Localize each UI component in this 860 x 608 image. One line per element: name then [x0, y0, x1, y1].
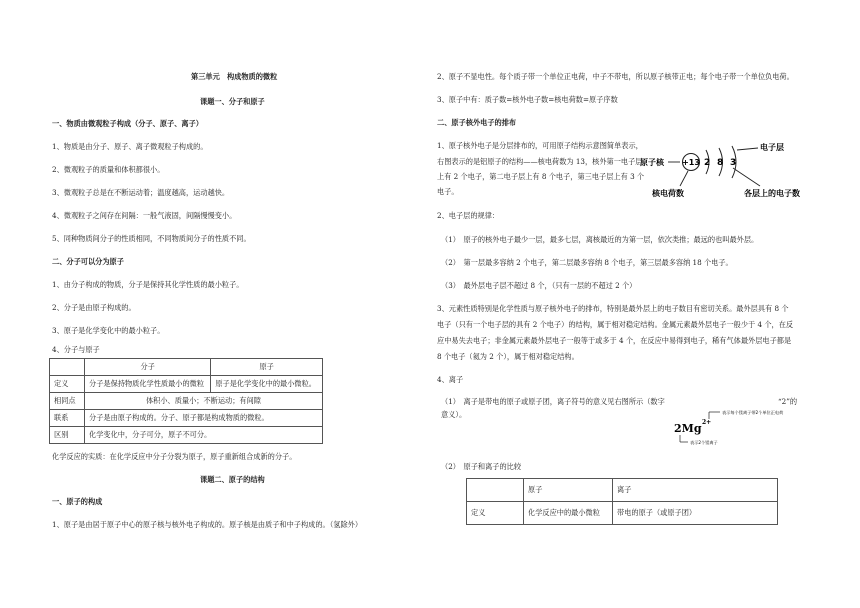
label-nucleus: 原子核 [640, 158, 664, 167]
table-header: 原子 [211, 359, 323, 376]
table-header: 分子 [85, 359, 211, 376]
section3-heading: 一、原子的构成 [52, 497, 103, 506]
table-cell: 分子是保持物质化学性质最小的微粒 [85, 376, 211, 393]
pointer-charge [680, 171, 688, 186]
table-row [467, 502, 778, 525]
label-shell: 电子层 [760, 143, 784, 152]
sec1-item-1: 1、物质是由分子、原子、离子微观粒子构成的。 [52, 142, 208, 151]
para3-line-1: 3、元素性质特别是化学性质与原子核外电子的排布，特别是最外层上的电子数目有密切关系。最外层具有 8 个 [437, 304, 789, 313]
table-cell: 带电的原子（或原子团） [613, 502, 778, 525]
table-header: 离子 [613, 479, 778, 502]
nucleus-charge: +13 [682, 158, 700, 167]
molecule-atom-table [49, 358, 323, 444]
topic1-title: 课题一、分子和原子 [200, 97, 265, 106]
sec2-item-4: 4、分子与原子 [52, 345, 100, 354]
mg-note-bottom: 表示2个镁离子 [690, 440, 718, 445]
section2-heading: 二、分子可以分为原子 [52, 257, 124, 266]
electron-count-2: 8 [717, 158, 724, 168]
table-row [50, 393, 323, 410]
table-header: 原子 [524, 479, 613, 502]
rule-2: （2） 第一层最多容纳 2 个电子，第二层最多容纳 8 个电子，第三层最多容纳 18 个电子。 [441, 258, 733, 267]
sec1-item-2: 2、微观粒子的质量和体积都很小。 [52, 165, 165, 174]
table-row [50, 410, 323, 427]
compare-heading: （2） 原子和离子的比较 [441, 462, 522, 471]
mg-symbol: 2Mg [674, 422, 702, 435]
electron-section-heading: 二、原子核外电子的排布 [437, 118, 517, 127]
table-row [50, 427, 323, 444]
topic2-title: 课题二、原子的结构 [200, 475, 265, 484]
para3-line-4: 8 个电子（氦为 2 个），属于相对稳定结构。 [437, 352, 579, 361]
rules-heading: 2、电子层的规律： [437, 211, 500, 220]
electron-count-3: 3 [730, 158, 737, 168]
sec3-item-1: 1、原子是由居于原子中心的原子核与核外电子构成的。原子核是由质子和中子构成的。（氢除外） [52, 520, 363, 529]
para1-line-3: 上有 2 个电子，第二电子层上有 8 个电子，第三电子层上有 3 个 [437, 172, 645, 181]
table-cell [467, 479, 524, 502]
para3-line-2: 电子（只有一个电子层的具有 2 个电子）的结构，属于相对稳定结构。金属元素最外层电子一般少于 4 个，在反 [437, 320, 794, 329]
sec1-item-4: 4、微观粒子之间存在间隔：一般气液固，间隔慢慢变小。 [52, 211, 237, 220]
ion-item-1-end: 意义）。 [441, 410, 467, 419]
table-cell [50, 359, 85, 376]
mg-note-top: 表示每个镁离子带2个单位正电荷 [722, 410, 784, 415]
table-cell: 原子是化学变化中的最小微粒。 [211, 376, 323, 393]
table-cell: 分子是由原子构成的。分子、原子都是构成物质的微粒。 [85, 410, 323, 427]
para3-line-3: 应中易失去电子；非金属元素最外层电子一般等于或多于 4 个，在反应中易得到电子，稀有气体最外层电子都是 [437, 336, 792, 345]
unit-title: 第三单元 构成物质的微粒 [191, 72, 278, 81]
sec1-item-3: 3、微观粒子总是在不断运动着；温度越高，运动越快。 [52, 188, 230, 197]
pointer-shell [737, 148, 758, 150]
electron-count-1: 2 [704, 158, 711, 168]
ion-item-1-number: “2”的 [778, 397, 798, 406]
right-item-3: 3、原子中有：质子数=核外电子数=核电荷数=原子序数 [437, 95, 618, 104]
table-cell: 定义 [467, 502, 524, 525]
ion-item-1: （1） 离子是带电的原子或原子团，离子符号的意义见右图所示（数字 [441, 397, 665, 406]
label-charge: 核电荷数 [652, 189, 684, 198]
pointer-shell-count [733, 168, 760, 186]
table-cell: 化学反应中的最小微粒 [524, 502, 613, 525]
section1-heading: 一、物质由微观粒子构成（分子、原子、离子） [52, 119, 203, 128]
mg-ion-diagram [672, 402, 802, 450]
rule-1: （1） 原子的核外电子最少一层，最多七层，离核最近的为第一层，依次类推；最远的也叫最外层。 [441, 235, 759, 244]
aluminum-atom-diagram [640, 138, 820, 202]
para1-line-2: 右图表示的是铝原子的结构——核电荷数为 13，核外第一电子层 [437, 157, 643, 166]
para1-line-4: 电子。 [437, 187, 459, 196]
sec2-item-1: 1、由分子构成的物质，分子是保持其化学性质的最小粒子。 [52, 280, 244, 289]
table-cell: 区别 [50, 427, 85, 444]
label-shell-count: 各层上的电子数 [744, 189, 800, 198]
sec2-item-3: 3、原子是化学变化中的最小粒子。 [52, 326, 165, 335]
sec1-item-5: 5、同种物质间分子的性质相同，不同物质间分子的性质不同。 [52, 234, 251, 243]
sec2-item-2: 2、分子是由原子构成的。 [52, 303, 136, 312]
table-cell: 联系 [50, 410, 85, 427]
para1-line-1: 1、原子核外电子是分层排布的，可用原子结构示意图简单表示， [437, 141, 643, 150]
atom-ion-table [466, 478, 778, 525]
right-item-2: 2、原子不显电性。每个质子带一个单位正电荷，中子不带电，所以原子核带正电；每个电子带一个单位负电荷。 [437, 72, 794, 81]
table-header-row [50, 359, 323, 376]
table-header-row [467, 479, 778, 502]
table-cell: 定义 [50, 376, 85, 393]
mg-charge: 2+ [702, 419, 712, 426]
table-cell: 化学变化中，分子可分，原子不可分。 [85, 427, 323, 444]
reaction-essence: 化学反应的实质：在化学反应中分子分裂为原子，原子重新组合成新的分子。 [52, 452, 297, 461]
rule-3: （3） 最外层电子层不超过 8 个，（只有一层的不超过 2 个） [441, 281, 637, 290]
table-row [50, 376, 323, 393]
ion-heading: 4、离子 [437, 375, 464, 384]
table-cell: 相同点 [50, 393, 85, 410]
table-cell: 体积小、质量小；不断运动；有间隙 [85, 393, 323, 410]
